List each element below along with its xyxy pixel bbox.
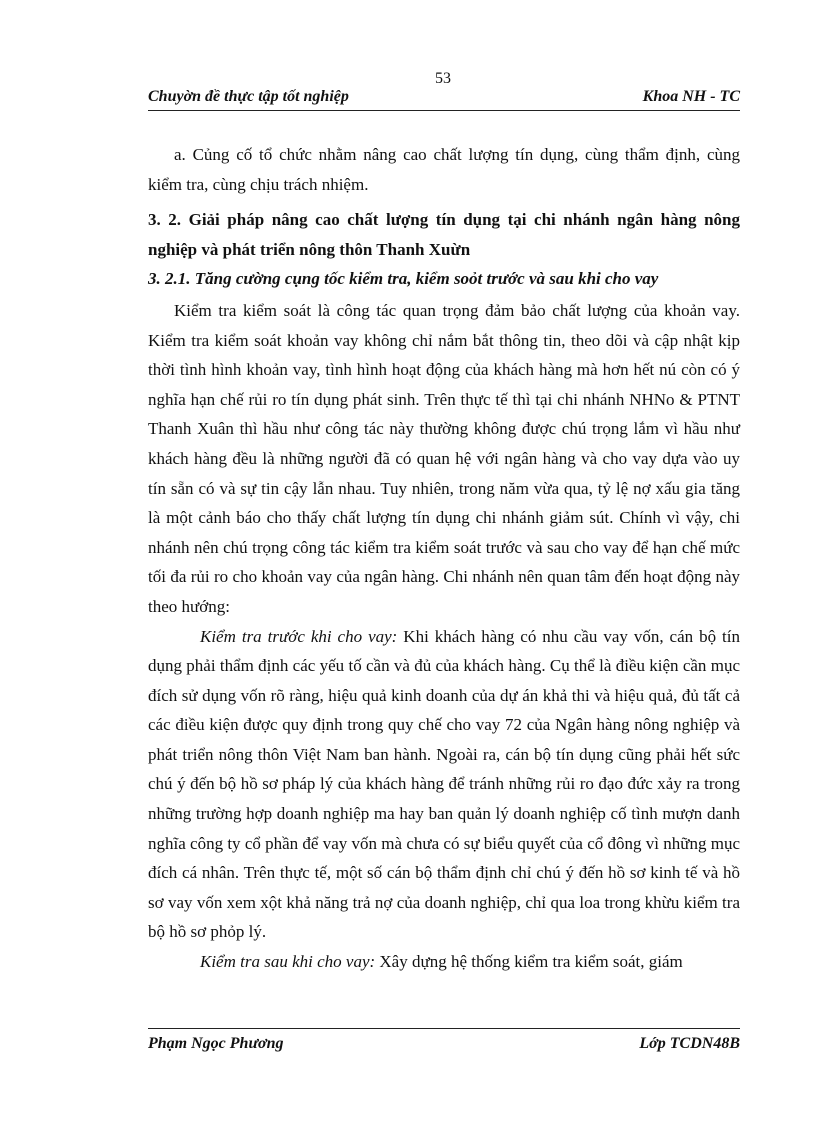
list-item-a: a. Củng cố tổ chức nhằm nâng cao chất lượng tín dụng, cùng thẩm định, cùng kiểm tra, cùng chịu trách nhiệm. <box>148 145 740 194</box>
page-number: 53 <box>435 70 451 87</box>
footer-class: Lớp TCDN48B <box>639 1035 740 1052</box>
pre-loan-check-text: Khi khách hàng có nhu cầu vay vốn, cán bộ tín dụng phải thẩm định các yếu tố cần và đủ của khách hàng. Cụ thể là điều kiện cần mục đích sử dụng vốn rõ ràng, hiệu quả kinh doanh của dự án khả thi và hiệu quả, đủ tất cả các điều kiện được quy định trong quy chế cho vay 72 của Ngân hàng nông nghiệp và phát triển nông thôn Việt Nam ban hành. Ngoài ra, cán bộ tín dụng cũng phải hết sức chú ý đến bộ hồ sơ pháp lý của khách hàng để tránh những rủi ro đạo đức xảy ra trong những trường hợp doanh nghiệp ma hay ban quản lý doanh nghiệp cố tình mượn danh nghĩa công ty cổ phần để vay vốn mà chưa có sự biểu quyết của cổ đông vì những mục đích cá nhân. Trên thực tế, một số cán bộ thẩm định chỉ chú ý đến hồ sơ kinh tế và hồ sơ vay vốn xem xột khả năng trả nợ của doanh nghiệp, chỉ qua loa trong khừu kiểm tra bộ hồ sơ phỏp lý. <box>148 626 740 942</box>
post-loan-check-label: Kiểm tra sau khi cho vay: <box>200 952 376 972</box>
paragraph-pre-loan-check <box>148 622 740 948</box>
document-body <box>148 140 740 977</box>
pre-loan-check-label: Kiểm tra trước khi cho vay: <box>200 626 398 646</box>
header-document-title: Chuyờn đề thực tập tốt nghiệp <box>148 88 349 105</box>
section-heading-3-2: 3. 2. Giải pháp nâng cao chất lượng tín dụng tại chi nhánh ngân hàng nông nghiệp và phát triển nông thôn Thanh Xuừn <box>148 210 740 259</box>
page-footer <box>148 1028 740 1053</box>
subsection-heading-3-2-1: 3. 2.1. Tăng cường cụng tốc kiểm tra, kiểm soỏt trước và sau khi cho vay <box>148 269 659 289</box>
post-loan-check-text: Xây dựng hệ thống kiểm tra kiểm soát, giám <box>375 952 683 972</box>
page-header <box>148 88 740 111</box>
paragraph-post-loan-check <box>148 947 740 977</box>
header-faculty: Khoa NH - TC <box>642 88 740 105</box>
paragraph-intro: Kiểm tra kiểm soát là công tác quan trọng đảm bảo chất lượng của khoản vay. Kiểm tra kiểm soát khoản vay không chỉ nắm bắt thông tin, theo dõi và cập nhật kịp thời tình hình khoản vay, tình hình hoạt động của khách hàng mà hơn hết nú còn có ý nghĩa hạn chế rủi ro tín dụng phát sinh. Trên thực tế thì tại chi nhánh NHNo & PTNT Thanh Xuân thì hầu như công tác này thường không được chú trọng lắm vì hầu như khách hàng đều là những người đã có quan hệ với ngân hàng và cho vay dựa vào uy tín sẵn có và sự tin cậy lẫn nhau. Tuy nhiên, trong năm vừa qua, tỷ lệ nợ xấu gia tăng là một cảnh báo cho thấy chất lượng tín dụng chi nhánh giảm sút. Chính vì vậy, chi nhánh nên chú trọng công tác kiểm tra kiểm soát trước và sau cho vay để hạn chế mức tối đa rủi ro cho khoản vay của ngân hàng. Chi nhánh nên quan tâm đến hoạt động này theo hướng: <box>148 300 740 616</box>
footer-author: Phạm Ngọc Phương <box>148 1035 284 1052</box>
